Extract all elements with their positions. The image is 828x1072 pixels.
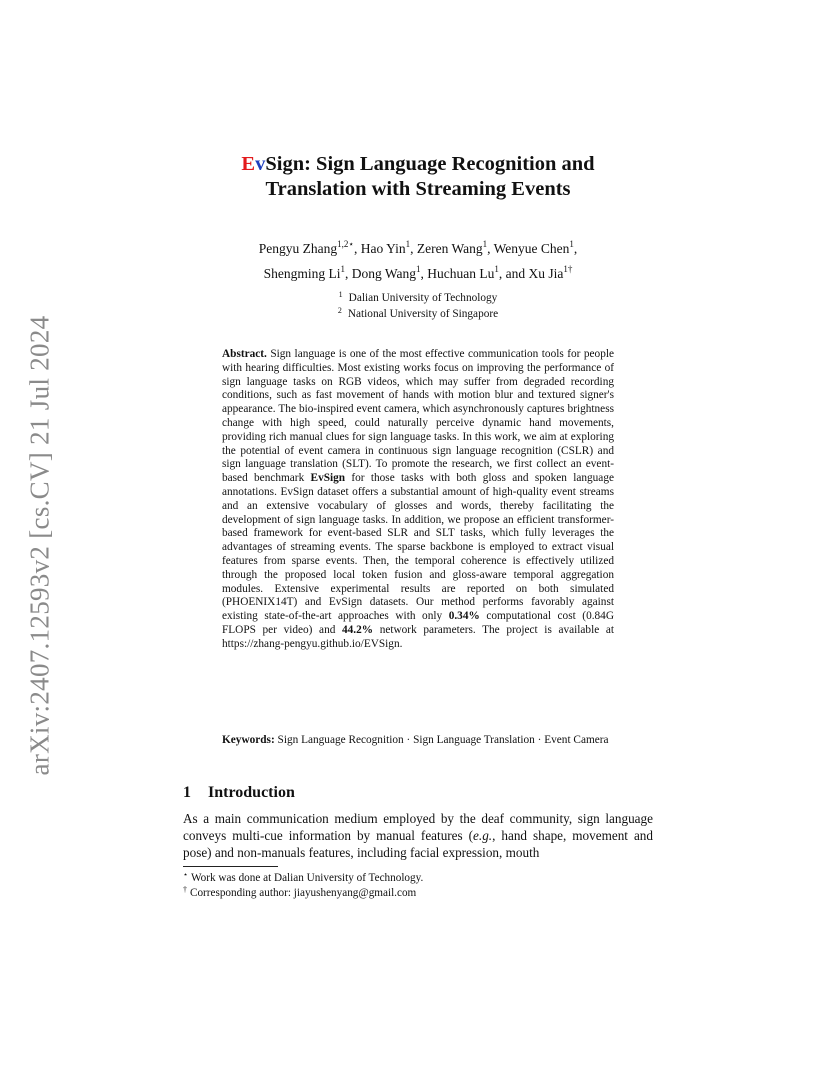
- title-ev-e: E: [241, 153, 256, 175]
- affiliation-item: [183, 307, 653, 323]
- intro-paragraph: [183, 810, 653, 861]
- author-sup: 1†: [563, 264, 573, 274]
- author-name: , and Xu Jia: [498, 266, 564, 281]
- intro-text: As a main communication medium employed by the deaf community, sign language conveys multi-cue information by manual features (: [183, 811, 653, 843]
- abstract-text: Sign language is one of the most effective communication tools for people with hearing difficulties. Most existing works focus on improving the performance of sign language tasks on RGB videos, which may suffer from degraded recording conditions, such as fast movement of hands with motion blur and textured signer's appearance. The bio-inspired event camera, which asynchronously captures brightness change with high speed, could naturally perceive dynamic hand movements, providing rich manual clues for sign language tasks. In this work, we aim at exploring the potential of event camera in continuous sign language recognition (CSLR) and sign language translation (SLT). To promote the research, we first collect an event-based benchmark: [222, 348, 614, 485]
- arxiv-sidebar: [18, 295, 62, 795]
- footnote-text: Work was done at Dalian University of Technology.: [191, 872, 424, 884]
- section-heading: [183, 784, 653, 802]
- affiliation-sup: 1: [338, 290, 343, 299]
- affiliation-name: Dalian University of Technology: [348, 292, 498, 304]
- abstract-text: for those tasks with both gloss and spoken language annotations. EvSign dataset offers a substantial amount of high-quality event streams and an extensive vocabulary of glosses and words, thereby facilitating the development of sign language tasks. In addition, we propose an efficient transformer-based framework for event-based SLR and SLT tasks, which fully leverages the advantages of streaming events. The sparse backbone is employed to extract visual features from sparse events. Then, the temporal coherence is effectively utilized through the proposed local token fusion and gloss-aware temporal aggregation modules. Extensive experimental results are reported on both simulated (PHOENIX14T) and EvSign datasets. Our method performs favorably against existing state-of-the-art approaches with only: [222, 472, 614, 623]
- author-list: [183, 236, 653, 286]
- section-number: 1: [183, 784, 191, 801]
- affiliation-name: National University of Singapore: [347, 307, 499, 320]
- abstract-label: Abstract.: [222, 348, 267, 360]
- affiliation-item: [183, 291, 653, 307]
- title-line2: Translation with Streaming Events: [265, 178, 571, 200]
- author-name: , Wenyue Chen: [487, 241, 570, 256]
- abstract-bold: 0.34%: [448, 610, 480, 623]
- author-name: Shengming Li: [263, 266, 341, 281]
- author-sup: 1,2⋆: [337, 239, 354, 249]
- section-title: Introduction: [208, 784, 295, 801]
- title-line1-rest: Sign: Sign Language Recognition and: [265, 153, 595, 175]
- author-sup: 1: [405, 239, 411, 249]
- author-name: , Zeren Wang: [410, 241, 483, 256]
- footnote-mark: †: [183, 884, 187, 894]
- footnote-item: [183, 886, 653, 901]
- paper-title: [183, 152, 653, 202]
- abstract-text: network parameters. The project is available at https://zhang-pengyu.github.io/EVSign.: [222, 623, 614, 650]
- footnotes: [183, 871, 653, 900]
- author-name: , Hao Yin: [353, 241, 406, 256]
- abstract-text: computational cost (0.84G FLOPS per video) and: [222, 610, 614, 636]
- intro-text: , hand shape, movement and pose) and non-manuals features, including facial expression, mouth: [183, 828, 653, 860]
- author-sup: 1: [340, 264, 345, 274]
- author-name: , Huchuan Lu: [420, 266, 495, 281]
- author-sup: 1: [569, 239, 574, 249]
- affiliation-sup: 2: [337, 305, 342, 315]
- author-sup: 1: [494, 264, 499, 274]
- keywords: [222, 733, 614, 747]
- footnote-rule: [183, 866, 278, 867]
- footnote-item: [183, 871, 653, 886]
- affiliations: [183, 291, 653, 322]
- keywords-text: Sign Language Recognition · Sign Language Translation · Event Camera: [274, 734, 609, 746]
- abstract-bold: 44.2%: [342, 623, 374, 636]
- intro-italic: e.g.: [473, 828, 493, 843]
- footnote-mark: ⋆: [183, 870, 189, 879]
- keywords-label: Keywords:: [222, 734, 275, 746]
- footnote-text: Corresponding author: jiayushenyang@gmail.com: [190, 886, 417, 899]
- author-name: Pengyu Zhang: [258, 241, 338, 256]
- author-name: , Dong Wang: [344, 266, 417, 281]
- author-sup: 1: [482, 239, 488, 249]
- title-ev-v: v: [255, 153, 266, 175]
- abstract: [222, 348, 614, 652]
- arxiv-identifier: arXiv:2407.12593v2 [cs.CV] 21 Jul 2024: [24, 315, 55, 775]
- author-sup: 1: [416, 264, 421, 274]
- author-sep: ,: [573, 241, 578, 256]
- abstract-bold: EvSign: [310, 472, 346, 485]
